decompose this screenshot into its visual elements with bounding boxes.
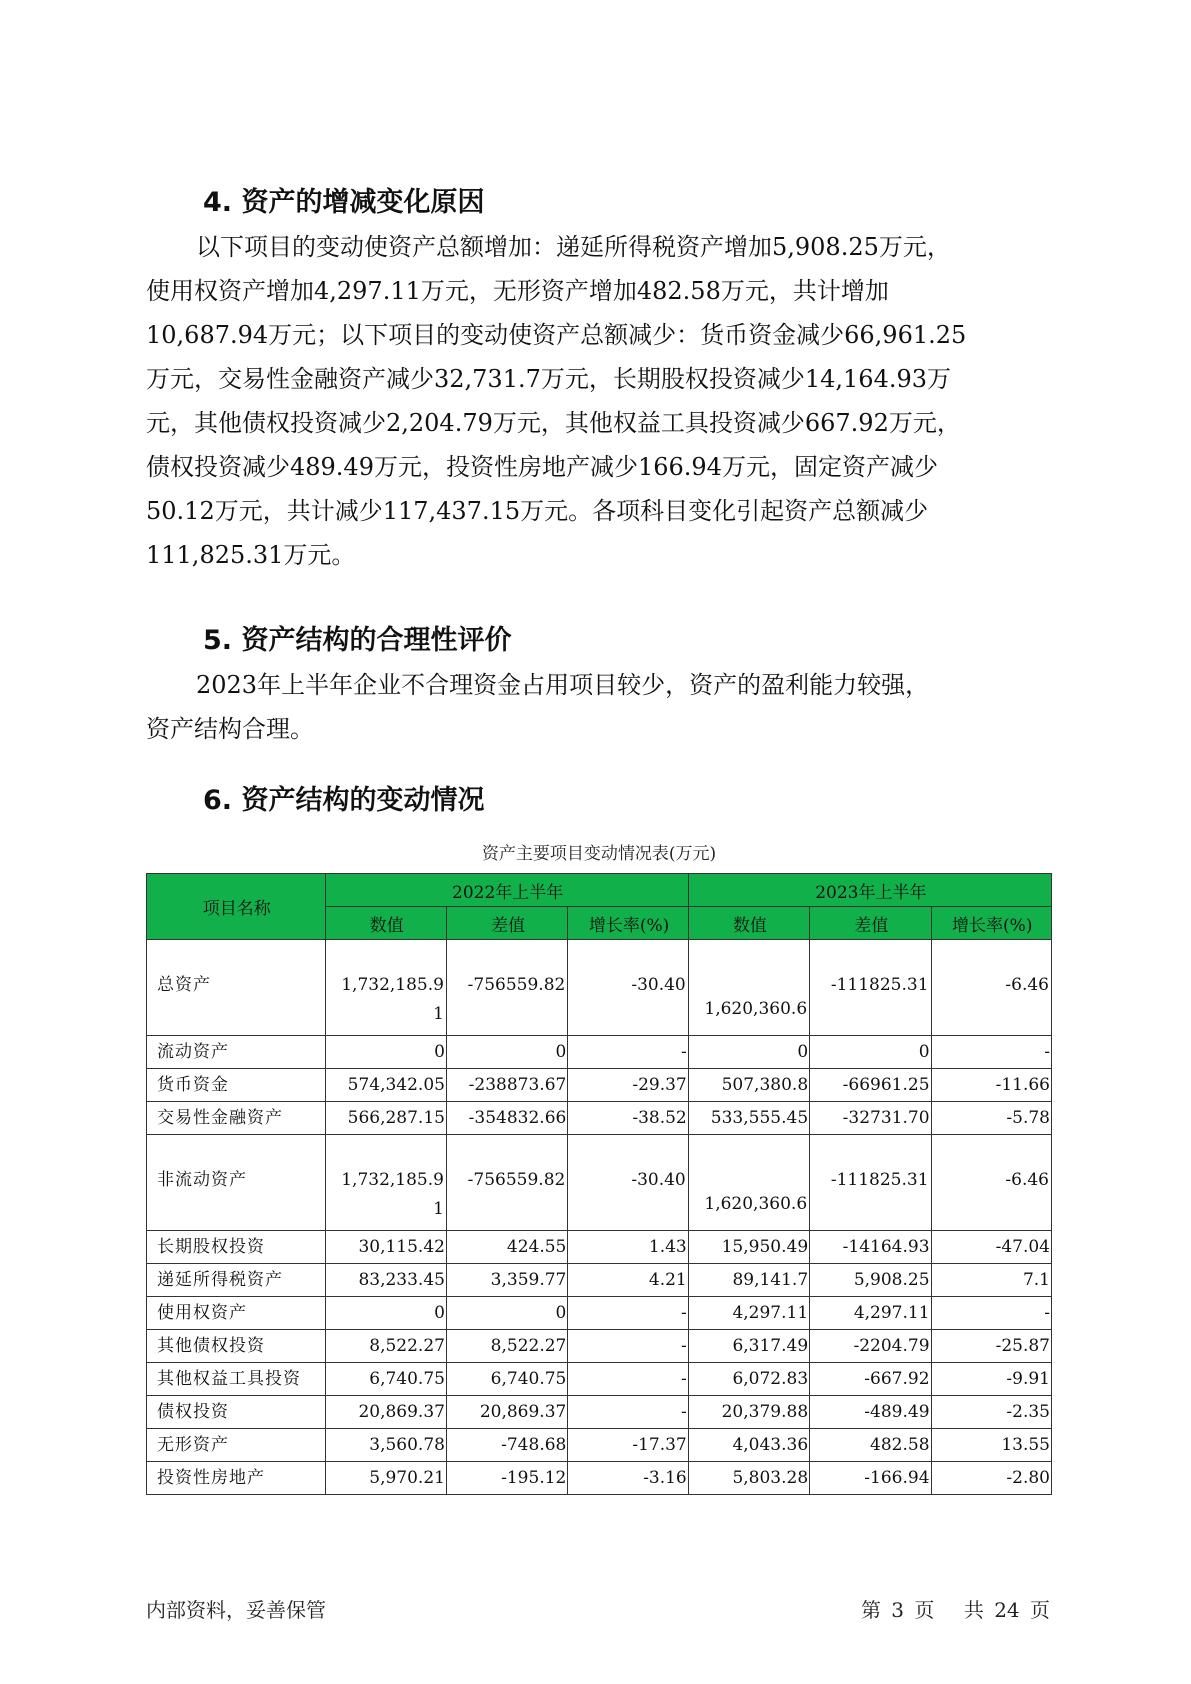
- value-cell: 6,317.49: [688, 1330, 809, 1363]
- diff-cell: -748.68: [446, 1429, 567, 1462]
- value-cell: 6,740.75: [325, 1363, 446, 1396]
- table-row: [147, 1297, 1052, 1330]
- value-cell: 533,555.45: [688, 1102, 809, 1135]
- value-cell: 30,115.42: [325, 1231, 446, 1264]
- value-cell: 1,732,185.9 1: [325, 1135, 446, 1231]
- diff-cell: 3,359.77: [446, 1264, 567, 1297]
- value-cell: 5,970.21: [325, 1462, 446, 1495]
- value-cell: 89,141.7: [688, 1264, 809, 1297]
- diff-cell: -238873.67: [446, 1069, 567, 1102]
- value-cell: 20,379.88: [688, 1396, 809, 1429]
- diff-cell: 482.58: [810, 1429, 931, 1462]
- table-row: [147, 1330, 1052, 1363]
- value-cell: 574,342.05: [325, 1069, 446, 1102]
- value-cell: 5,803.28: [688, 1462, 809, 1495]
- rate-cell: -30.40: [568, 940, 688, 1036]
- diff-cell: -111825.31: [810, 1135, 931, 1231]
- section-5-title: 5. 资产结构的合理性评价: [203, 625, 512, 656]
- total-num: 24: [994, 1598, 1020, 1622]
- rate-cell: -: [568, 1297, 688, 1330]
- row-label: 总资产: [147, 940, 326, 1036]
- paragraph-line: 资产结构合理。: [146, 715, 314, 743]
- paragraph-line: 万元，交易性金融资产减少32,731.7万元，长期股权投资减少14,164.93万: [146, 365, 952, 393]
- section-4-title: 4. 资产的增减变化原因: [203, 187, 485, 218]
- table-row: [147, 1264, 1052, 1297]
- table-row: [147, 1363, 1052, 1396]
- diff-cell: -32731.70: [810, 1102, 931, 1135]
- paragraph-line: 10,687.94万元；以下项目的变动使资产总额减少：货币资金减少66,961.25: [146, 321, 967, 349]
- row-label: 投资性房地产: [147, 1462, 326, 1495]
- row-label: 长期股权投资: [147, 1231, 326, 1264]
- period-header-2023: 2023年上半年: [688, 874, 1051, 907]
- diff-cell: 5,908.25: [810, 1264, 931, 1297]
- value-cell: 8,522.27: [325, 1330, 446, 1363]
- row-label: 无形资产: [147, 1429, 326, 1462]
- row-label: 债权投资: [147, 1396, 326, 1429]
- page-unit: 页: [914, 1598, 935, 1622]
- table-row: [147, 940, 1052, 1036]
- diff-cell: -111825.31: [810, 940, 931, 1036]
- rate-cell: -: [931, 1297, 1051, 1330]
- column-header-name: 项目名称: [147, 874, 326, 940]
- total-prefix: 共: [963, 1598, 984, 1622]
- diff-cell: -166.94: [810, 1462, 931, 1495]
- paragraph-line: 元，其他债权投资减少2,204.79万元，其他权益工具投资减少667.92万元，: [146, 409, 961, 437]
- page-num: 3: [891, 1598, 905, 1622]
- asset-change-table: [146, 873, 1052, 1495]
- rate-cell: -25.87: [931, 1330, 1051, 1363]
- diff-cell: 0: [446, 1297, 567, 1330]
- paragraph-line: 2023年上半年企业不合理资金占用项目较少，资产的盈利能力较强，: [196, 671, 930, 699]
- diff-cell: 4,297.11: [810, 1297, 931, 1330]
- rate-cell: -11.66: [931, 1069, 1051, 1102]
- table-row: [147, 1102, 1052, 1135]
- table-row: [147, 1462, 1052, 1495]
- diff-cell: -489.49: [810, 1396, 931, 1429]
- row-label: 交易性金融资产: [147, 1102, 326, 1135]
- diff-cell: 0: [446, 1036, 567, 1069]
- value-cell: 0: [688, 1036, 809, 1069]
- rate-cell: -47.04: [931, 1231, 1051, 1264]
- total-unit: 页: [1030, 1598, 1050, 1622]
- rate-cell: -: [931, 1036, 1051, 1069]
- value-cell: 3,560.78: [325, 1429, 446, 1462]
- value-cell: 1,620,360.6: [688, 1135, 809, 1231]
- diff-cell: -66961.25: [810, 1069, 931, 1102]
- rate-cell: -: [568, 1330, 688, 1363]
- rate-cell: -: [568, 1363, 688, 1396]
- rate-cell: -6.46: [931, 1135, 1051, 1231]
- rate-cell: -38.52: [568, 1102, 688, 1135]
- footer-page-number: [859, 1596, 1052, 1624]
- row-label: 货币资金: [147, 1069, 326, 1102]
- table-row: [147, 1135, 1052, 1231]
- rate-cell: 4.21: [568, 1264, 688, 1297]
- diff-cell: 8,522.27: [446, 1330, 567, 1363]
- rate-cell: -: [568, 1036, 688, 1069]
- value-cell: 15,950.49: [688, 1231, 809, 1264]
- rate-cell: -6.46: [931, 940, 1051, 1036]
- column-header: 数值: [688, 907, 809, 940]
- rate-cell: 13.55: [931, 1429, 1051, 1462]
- diff-cell: 20,869.37: [446, 1396, 567, 1429]
- value-cell: 566,287.15: [325, 1102, 446, 1135]
- rate-cell: -17.37: [568, 1429, 688, 1462]
- diff-cell: -354832.66: [446, 1102, 567, 1135]
- rate-cell: -3.16: [568, 1462, 688, 1495]
- row-label: 使用权资产: [147, 1297, 326, 1330]
- rate-cell: -5.78: [931, 1102, 1051, 1135]
- row-label: 其他权益工具投资: [147, 1363, 326, 1396]
- rate-cell: 1.43: [568, 1231, 688, 1264]
- rate-cell: -2.35: [931, 1396, 1051, 1429]
- table-caption: 资产主要项目变动情况表(万元): [481, 844, 717, 864]
- paragraph-line: 50.12万元，共计减少117,437.15万元。各项科目变化引起资产总额减少: [146, 497, 929, 525]
- table-row: [147, 1231, 1052, 1264]
- page-prefix: 第: [860, 1598, 881, 1622]
- column-header: 增长率(%): [568, 907, 688, 940]
- column-header: 增长率(%): [931, 907, 1051, 940]
- section-4-paragraph: [146, 225, 1052, 577]
- value-cell: 4,043.36: [688, 1429, 809, 1462]
- rate-cell: -29.37: [568, 1069, 688, 1102]
- paragraph-line: 以下项目的变动使资产总额增加：递延所得税资产增加5,908.25万元，: [196, 233, 951, 261]
- column-header: 差值: [810, 907, 931, 940]
- table-row: [147, 1396, 1052, 1429]
- rate-cell: -30.40: [568, 1135, 688, 1231]
- value-cell: 0: [325, 1036, 446, 1069]
- value-cell: 4,297.11: [688, 1297, 809, 1330]
- value-cell: 83,233.45: [325, 1264, 446, 1297]
- value-cell: 0: [325, 1297, 446, 1330]
- value-cell: 20,869.37: [325, 1396, 446, 1429]
- paragraph-line: 债权投资减少489.49万元，投资性房地产减少166.94万元，固定资产减少: [146, 453, 938, 481]
- column-header: 差值: [446, 907, 567, 940]
- row-label: 非流动资产: [147, 1135, 326, 1231]
- footer-confidential-note: 内部资料，妥善保管: [146, 1598, 326, 1622]
- diff-cell: -2204.79: [810, 1330, 931, 1363]
- row-label: 其他债权投资: [147, 1330, 326, 1363]
- table-row: [147, 1036, 1052, 1069]
- value-cell: 1,620,360.6: [688, 940, 809, 1036]
- diff-cell: -756559.82: [446, 940, 567, 1036]
- diff-cell: -195.12: [446, 1462, 567, 1495]
- diff-cell: 6,740.75: [446, 1363, 567, 1396]
- section-5-paragraph: [146, 663, 1052, 751]
- rate-cell: -2.80: [931, 1462, 1051, 1495]
- paragraph-line: 使用权资产增加4,297.11万元，无形资产增加482.58万元，共计增加: [146, 277, 889, 305]
- diff-cell: 424.55: [446, 1231, 567, 1264]
- value-cell: 6,072.83: [688, 1363, 809, 1396]
- rate-cell: 7.1: [931, 1264, 1051, 1297]
- diff-cell: -14164.93: [810, 1231, 931, 1264]
- row-label: 流动资产: [147, 1036, 326, 1069]
- diff-cell: 0: [810, 1036, 931, 1069]
- value-cell: 507,380.8: [688, 1069, 809, 1102]
- table-row: [147, 1429, 1052, 1462]
- section-6-title: 6. 资产结构的变动情况: [203, 785, 485, 816]
- rate-cell: -: [568, 1396, 688, 1429]
- column-header: 数值: [325, 907, 446, 940]
- table-row: [147, 1069, 1052, 1102]
- value-cell: 1,732,185.9 1: [325, 940, 446, 1036]
- paragraph-line: 111,825.31万元。: [146, 541, 356, 569]
- period-header-2022: 2022年上半年: [325, 874, 688, 907]
- row-label: 递延所得税资产: [147, 1264, 326, 1297]
- diff-cell: -667.92: [810, 1363, 931, 1396]
- diff-cell: -756559.82: [446, 1135, 567, 1231]
- rate-cell: -9.91: [931, 1363, 1051, 1396]
